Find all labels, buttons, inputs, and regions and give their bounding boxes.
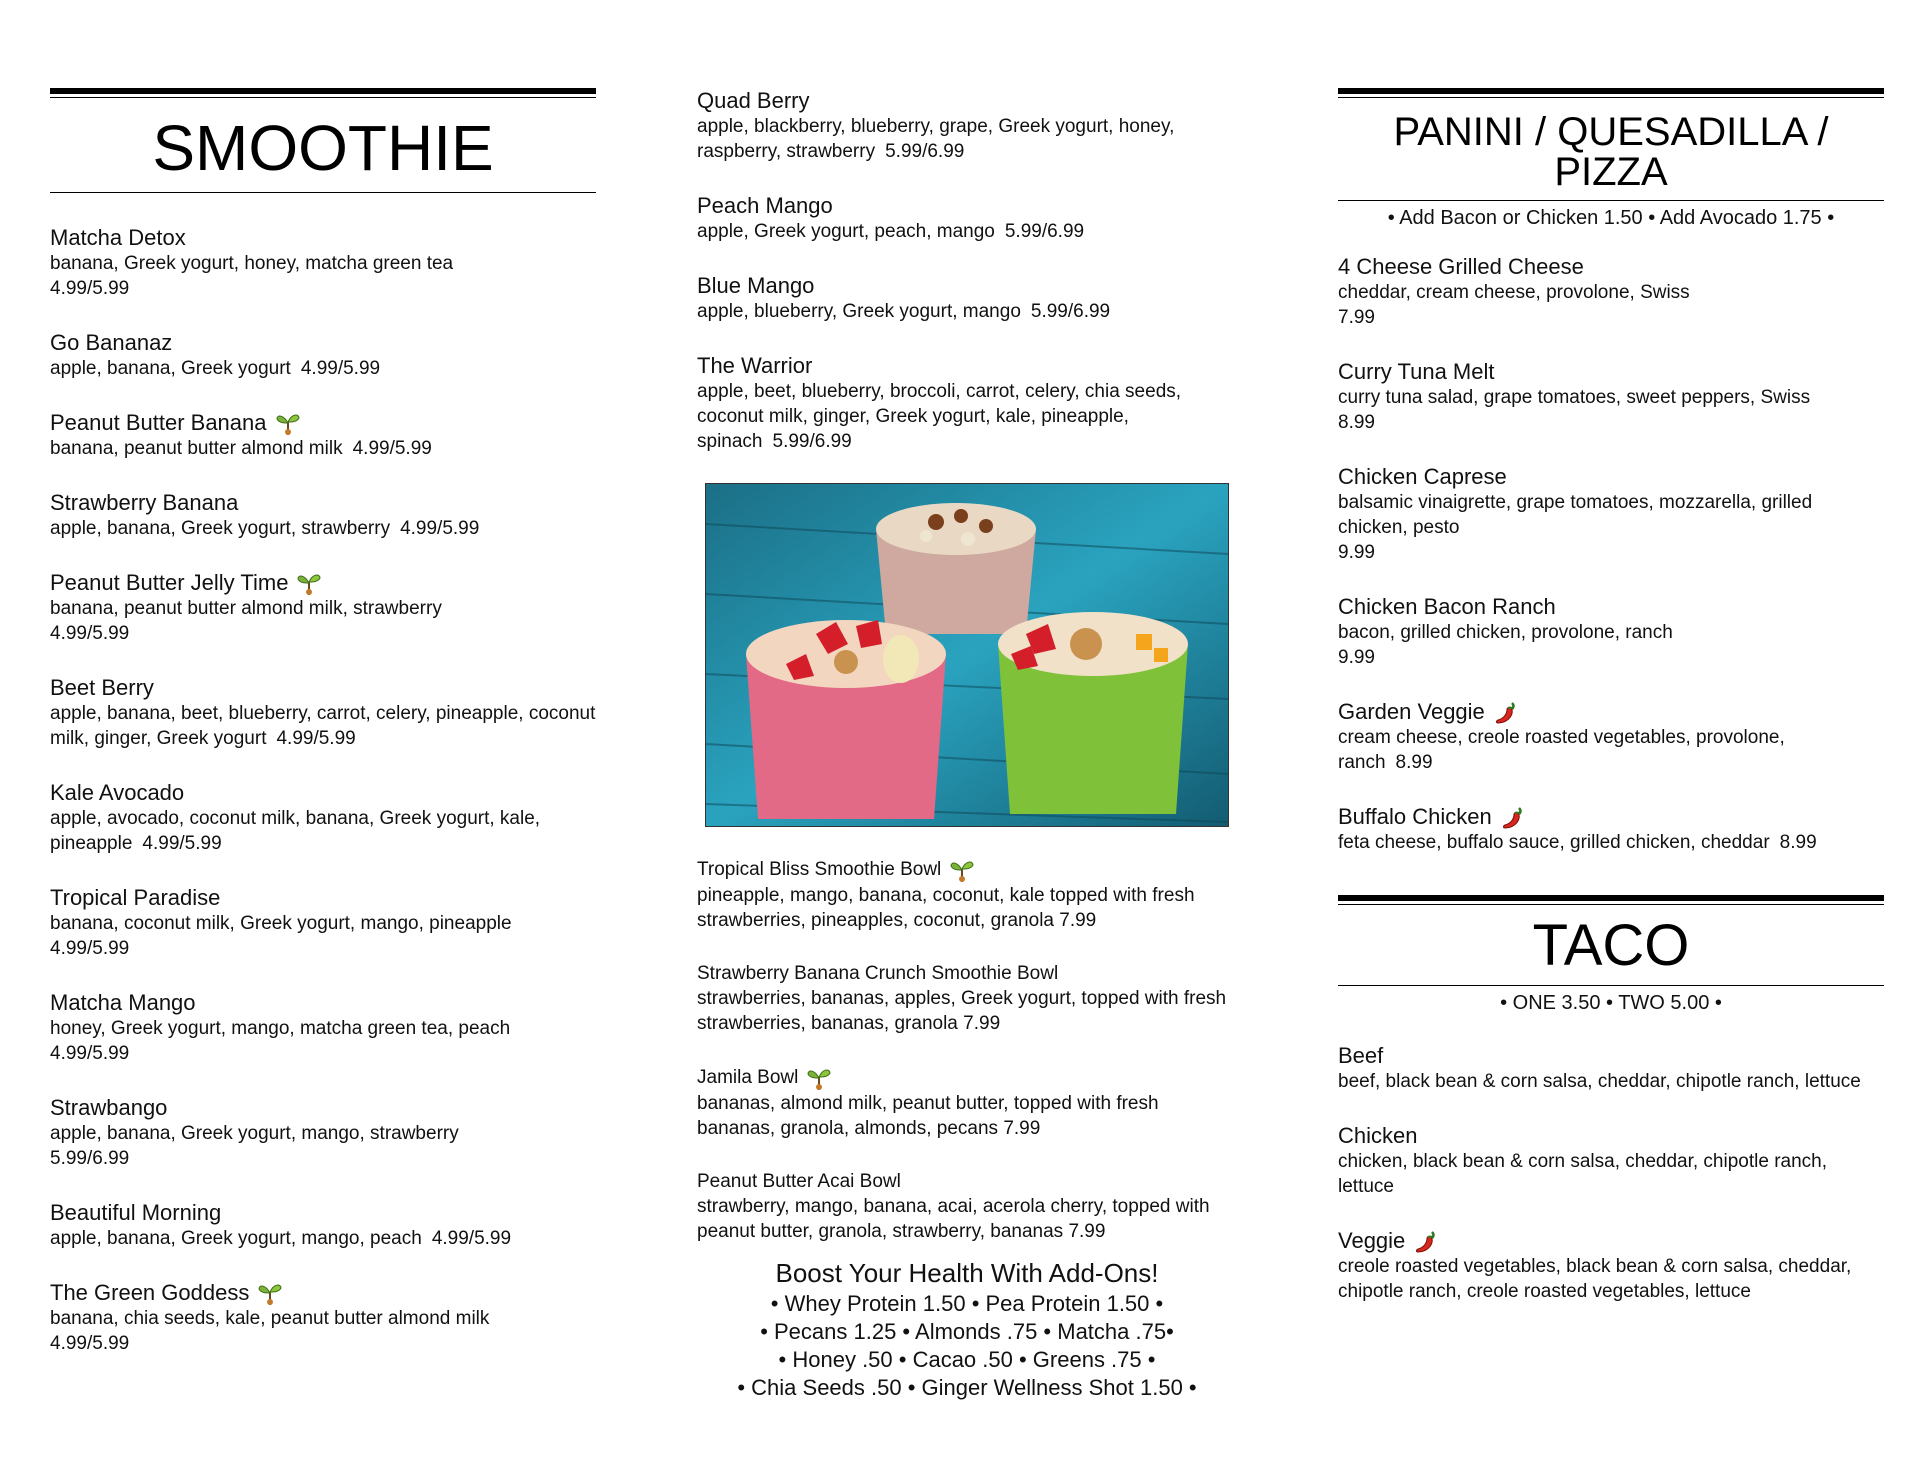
item-description: beef, black bean & corn salsa, cheddar, chipotle ranch, lettuce	[1338, 1071, 1861, 1092]
sprout-icon	[296, 570, 322, 596]
menu-item	[50, 330, 596, 381]
chili-pepper-icon	[1500, 804, 1526, 830]
menu-item	[50, 780, 596, 856]
item-description: apple, avocado, coconut milk, banana, Greek yogurt, kale, pineapple 4.99/5.99	[50, 808, 541, 854]
panini-heading: PANINI / QUESADILLA / PIZZA	[1393, 110, 1829, 194]
chili-pepper-icon	[1413, 1228, 1439, 1254]
menu-item	[50, 1095, 596, 1171]
item-price: 5.99/6.99	[1004, 221, 1085, 242]
item-price: 4.99/5.99	[50, 1333, 130, 1354]
item-price: 7.99	[1003, 1118, 1041, 1139]
item-price: 9.99	[1338, 647, 1375, 668]
item-price: 8.99	[1395, 752, 1433, 773]
menu-item	[50, 225, 596, 301]
item-description: apple, beet, blueberry, broccoli, carrot, celery, chia seeds, coconut milk, ginger, Greek yogurt, kale, pineapple, spinach 5.99/6.99	[697, 381, 1182, 452]
item-price: 7.99	[963, 1013, 1001, 1034]
item-price: 8.99	[1338, 412, 1375, 433]
item-name: Blue Mango	[697, 273, 815, 298]
menu-item	[1338, 1228, 1884, 1304]
item-description: apple, banana, beet, blueberry, carrot, celery, pineapple, coconut milk, ginger, Greek yogurt 4.99/5.99	[50, 703, 596, 749]
item-name: Quad Berry	[697, 88, 810, 113]
menu-item	[1338, 594, 1884, 670]
item-name: Veggie	[1338, 1228, 1884, 1254]
menu-item	[697, 273, 1237, 324]
item-price: 7.99	[1059, 910, 1097, 931]
addons-line: • Chia Seeds .50 • Ginger Wellness Shot 1.50 •	[737, 1375, 1197, 1400]
addons-line: • Pecans 1.25 • Almonds .75 • Matcha .75•	[760, 1319, 1174, 1344]
menu-item	[50, 490, 596, 541]
item-name: Tropical Bliss Smoothie Bowl	[697, 857, 1237, 883]
item-name: 4 Cheese Grilled Cheese	[1338, 254, 1584, 279]
smoothie-bowls-photo	[705, 483, 1229, 827]
item-price: 5.99/6.99	[772, 431, 852, 452]
item-price: 5.99/6.99	[50, 1148, 130, 1169]
item-description: pineapple, mango, banana, coconut, kale topped with fresh strawberries, pineapples, coconut, granola 7.99	[697, 885, 1195, 931]
item-description: strawberry, mango, banana, acai, acerola cherry, topped with peanut butter, granola, strawberry, bananas 7.99	[697, 1196, 1210, 1242]
smoothie-heading: SMOOTHIE	[152, 112, 494, 184]
panini-taco-column	[1338, 88, 1884, 1333]
item-price: 4.99/5.99	[431, 1228, 512, 1249]
item-description: cheddar, cream cheese, provolone, Swiss 7.99	[1338, 282, 1690, 328]
menu-item	[1338, 254, 1884, 330]
menu-item	[1338, 464, 1884, 565]
item-price: 9.99	[1338, 542, 1375, 563]
menu-item	[50, 1280, 596, 1356]
item-price: 4.99/5.99	[50, 938, 130, 959]
item-name: Peanut Butter Jelly Time	[50, 570, 596, 596]
item-price: 4.99/5.99	[50, 623, 130, 644]
item-description: banana, peanut butter almond milk, strawberry 4.99/5.99	[50, 598, 442, 644]
item-name: Strawberry Banana Crunch Smoothie Bowl	[697, 963, 1059, 984]
item-description: creole roasted vegetables, black bean & corn salsa, cheddar, chipotle ranch, creole roasted vegetables, lettuce	[1338, 1256, 1852, 1302]
item-description: banana, chia seeds, kale, peanut butter almond milk 4.99/5.99	[50, 1308, 490, 1354]
item-description: balsamic vinaigrette, grape tomatoes, mozzarella, grilled chicken, pesto 9.99	[1338, 492, 1813, 563]
item-name: Go Bananaz	[50, 330, 173, 355]
item-description: bananas, almond milk, peanut butter, topped with fresh bananas, granola, almonds, pecans 7.99	[697, 1093, 1159, 1139]
item-name: Beet Berry	[50, 675, 154, 700]
item-name: Strawbango	[50, 1095, 168, 1120]
item-name: Jamila Bowl	[697, 1065, 1237, 1091]
item-description: apple, banana, Greek yogurt, mango, peach 4.99/5.99	[50, 1228, 512, 1249]
item-price: 4.99/5.99	[50, 278, 130, 299]
item-price: 7.99	[1338, 307, 1375, 328]
item-description: chicken, black bean & corn salsa, cheddar, chipotle ranch, lettuce	[1338, 1151, 1828, 1197]
bowl-item	[697, 962, 1237, 1036]
item-description: banana, coconut milk, Greek yogurt, mango, pineapple 4.99/5.99	[50, 913, 512, 959]
item-description: feta cheese, buffalo sauce, grilled chicken, cheddar 8.99	[1338, 832, 1817, 853]
item-description: banana, peanut butter almond milk 4.99/5.99	[50, 438, 432, 459]
taco-price-line: • ONE 3.50 • TWO 5.00 •	[1500, 992, 1722, 1014]
menu-item	[697, 353, 1237, 454]
item-description: banana, Greek yogurt, honey, matcha green tea 4.99/5.99	[50, 253, 454, 299]
item-name: Chicken	[1338, 1123, 1418, 1148]
menu-item	[697, 88, 1237, 164]
item-price: 5.99/6.99	[885, 141, 965, 162]
item-price: 4.99/5.99	[400, 518, 480, 539]
menu-item	[1338, 359, 1884, 435]
bowl-item	[697, 1065, 1237, 1141]
sprout-icon	[275, 410, 301, 436]
smoothie-column	[50, 88, 596, 1385]
menu-item	[50, 885, 596, 961]
menu-item	[1338, 699, 1884, 775]
item-price: 4.99/5.99	[352, 438, 432, 459]
menu-item	[50, 990, 596, 1066]
item-description: apple, banana, Greek yogurt 4.99/5.99	[50, 358, 381, 379]
item-description: bacon, grilled chicken, provolone, ranch 9.99	[1338, 622, 1673, 668]
item-name: Beef	[1338, 1043, 1384, 1068]
item-price: 4.99/5.99	[142, 833, 222, 854]
item-name: Chicken Caprese	[1338, 464, 1507, 489]
menu-item	[1338, 1123, 1884, 1199]
item-description: cream cheese, creole roasted vegetables, provolone, ranch 8.99	[1338, 727, 1785, 773]
item-description: honey, Greek yogurt, mango, matcha green tea, peach 4.99/5.99	[50, 1018, 511, 1064]
item-name: Beautiful Morning	[50, 1200, 222, 1225]
bowl-item	[697, 1170, 1237, 1244]
menu-item	[50, 570, 596, 646]
bowl-item	[697, 857, 1237, 933]
section-rule-thick	[1338, 88, 1884, 94]
item-name: Peach Mango	[697, 193, 833, 218]
menu-item	[50, 675, 596, 751]
item-description: apple, Greek yogurt, peach, mango 5.99/6.99	[697, 221, 1085, 242]
item-description: apple, blueberry, Greek yogurt, mango 5.99/6.99	[697, 301, 1111, 322]
item-price: 4.99/5.99	[50, 1043, 130, 1064]
item-description: curry tuna salad, grape tomatoes, sweet peppers, Swiss 8.99	[1338, 387, 1811, 433]
section-rule-thick	[50, 88, 596, 94]
addons-title: Boost Your Health With Add-Ons!	[775, 1258, 1159, 1288]
item-name: Buffalo Chicken	[1338, 804, 1884, 830]
menu-item	[697, 193, 1237, 244]
item-name: Peanut Butter Acai Bowl	[697, 1171, 901, 1192]
menu-item	[1338, 1043, 1884, 1094]
item-price: 4.99/5.99	[300, 358, 381, 379]
addons-section	[697, 1256, 1237, 1402]
sprout-icon	[949, 857, 975, 883]
item-name: Strawberry Banana	[50, 490, 239, 515]
section-rule-thick	[1338, 895, 1884, 901]
item-name: Tropical Paradise	[50, 885, 221, 910]
item-description: apple, blackberry, blueberry, grape, Greek yogurt, honey, raspberry, strawberry 5.99/6.99	[697, 116, 1175, 162]
middle-column	[697, 88, 1237, 1402]
item-name: The Green Goddess	[50, 1280, 596, 1306]
item-name: The Warrior	[697, 353, 813, 378]
taco-heading: TACO	[1532, 913, 1690, 978]
addons-line: • Honey .50 • Cacao .50 • Greens .75 •	[778, 1347, 1156, 1372]
item-price: 7.99	[1068, 1221, 1106, 1242]
sprout-icon	[257, 1280, 283, 1306]
item-name: Kale Avocado	[50, 780, 185, 805]
item-name: Curry Tuna Melt	[1338, 359, 1495, 384]
section-rule-bottom	[1338, 985, 1884, 986]
item-description: strawberries, bananas, apples, Greek yogurt, topped with fresh strawberries, bananas, granola 7.99	[697, 988, 1227, 1034]
menu-item	[50, 1200, 596, 1251]
item-name: Matcha Mango	[50, 990, 196, 1015]
panini-addons-line: • Add Bacon or Chicken 1.50 • Add Avocado 1.75 •	[1387, 207, 1835, 229]
item-price: 4.99/5.99	[276, 728, 356, 749]
sprout-icon	[806, 1065, 832, 1091]
item-price: 5.99/6.99	[1030, 301, 1111, 322]
menu-item	[1338, 804, 1884, 855]
item-name: Chicken Bacon Ranch	[1338, 594, 1556, 619]
item-name: Matcha Detox	[50, 225, 186, 250]
item-description: apple, banana, Greek yogurt, strawberry 4.99/5.99	[50, 518, 480, 539]
section-rule-bottom	[1338, 200, 1884, 201]
item-name: Garden Veggie	[1338, 699, 1884, 725]
item-description: apple, banana, Greek yogurt, mango, strawberry 5.99/6.99	[50, 1123, 459, 1169]
item-price: 8.99	[1779, 832, 1817, 853]
chili-pepper-icon	[1493, 699, 1519, 725]
addons-line: • Whey Protein 1.50 • Pea Protein 1.50 •	[770, 1291, 1164, 1316]
item-name: Peanut Butter Banana	[50, 410, 596, 436]
menu-item	[50, 410, 596, 461]
